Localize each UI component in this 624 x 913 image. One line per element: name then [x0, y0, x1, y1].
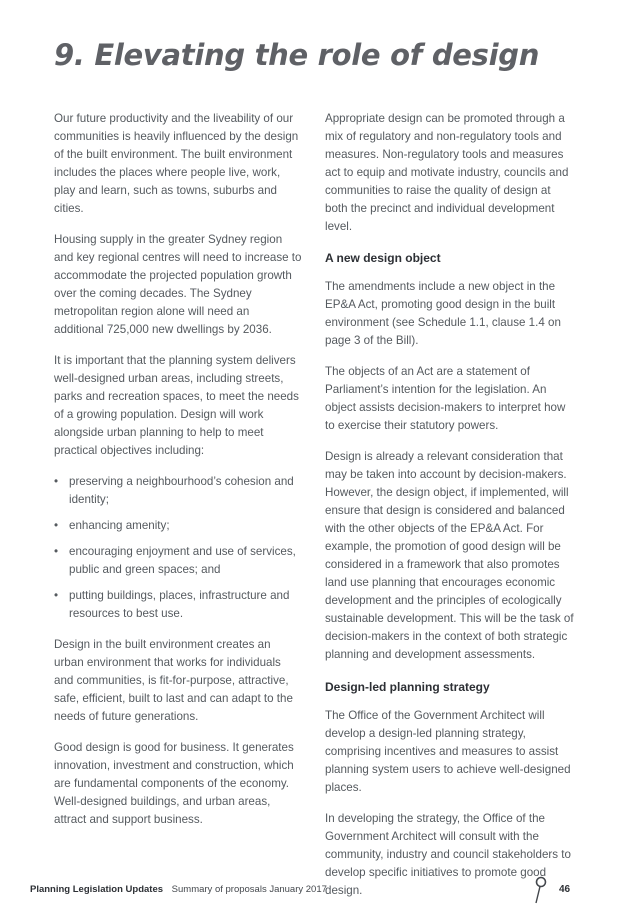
paragraph: Good design is good for business. It generates innovation, investment and construction, which are fundamental components of the economy. Well-designed buildings, and urban areas, attract and support business. — [54, 741, 294, 826]
page-title: 9. Elevating the role of design — [54, 38, 540, 72]
paragraph: Our future productivity and the liveability of our communities is heavily influenced by the design of the built environment. The built environment includes the places where people live, work, play and learn, such as towns, suburbs and cities. — [54, 112, 299, 215]
page-number: 46 — [559, 884, 571, 895]
paragraph: Design in the built environment creates an urban environment that works for individuals and communities, is fit-for-purpose, attractive, safe, efficient, built to last and can adapt to the needs of future generations. — [54, 638, 293, 723]
list-item: • putting buildings, places, infrastructure and resources to best use. — [54, 587, 302, 623]
publication-name: Planning Legislation Updates — [30, 884, 164, 895]
list-item: • enhancing amenity; — [54, 517, 302, 535]
paragraph: Design is already a relevant consideration that may be taken into account by decision-makers. However, the design object, if implemented, will ensure that design is considered and balanced with the other objects of the EP&A Act. For example, the promotion of good design will be considered in a framework that also promotes land use planning that encourages economic development and the principles of ecologically sustainable development. This will be the task of decision-makers in the context of both strategic planning and development assessments. — [325, 450, 574, 661]
publication-subtitle: Summary of proposals January 2017 — [171, 884, 327, 895]
paragraph: In developing the strategy, the Office of the Government Architect will consult with the community, industry and council stakeholders to develop specific initiatives to promote good design. — [325, 812, 571, 897]
section-heading: A new design object — [325, 251, 441, 265]
right-column — [325, 110, 575, 913]
paragraph: The objects of an Act are a statement of Parliament’s intention for the legislation. An object assists decision-makers to interpret how to exercise their statutory powers. — [325, 365, 566, 432]
paragraph: It is important that the planning system delivers well-designed urban areas, including streets, parks and recreation spaces, to meet the needs of a growing population. Design will work alongside urban planning to help to meet practical objectives including: — [54, 354, 299, 457]
paragraph: Housing supply in the greater Sydney region and key regional centres will need to increase to accommodate the projected population growth over the coming decades. The Sydney metropolitan region alone will need an additional 725,000 new dwellings by 2036. — [54, 233, 302, 336]
list-item: • preserving a neighbourhood’s cohesion and identity; — [54, 473, 302, 509]
location-pin-icon — [533, 876, 549, 904]
paragraph: The Office of the Government Architect will develop a design-led planning strategy, comprising incentives and measures to assist planning system users to achieve well-designed places. — [325, 709, 571, 794]
paragraph: Appropriate design can be promoted through a mix of regulatory and non-regulatory tools and measures. Non-regulatory tools and measures act to equip and motivate industry, councils and communities to raise the quality of design at both the precinct and individual development level. — [325, 112, 569, 233]
section-heading: Design-led planning strategy — [325, 680, 490, 694]
paragraph: The amendments include a new object in the EP&A Act, promoting good design in the built environment (see Schedule 1.1, clause 1.4 on page 3 of the Bill). — [325, 280, 561, 347]
objectives-list — [54, 473, 302, 623]
left-column — [54, 110, 302, 842]
list-item: • encouraging enjoyment and use of services, public and green spaces; and — [54, 543, 302, 579]
footer — [30, 884, 327, 895]
